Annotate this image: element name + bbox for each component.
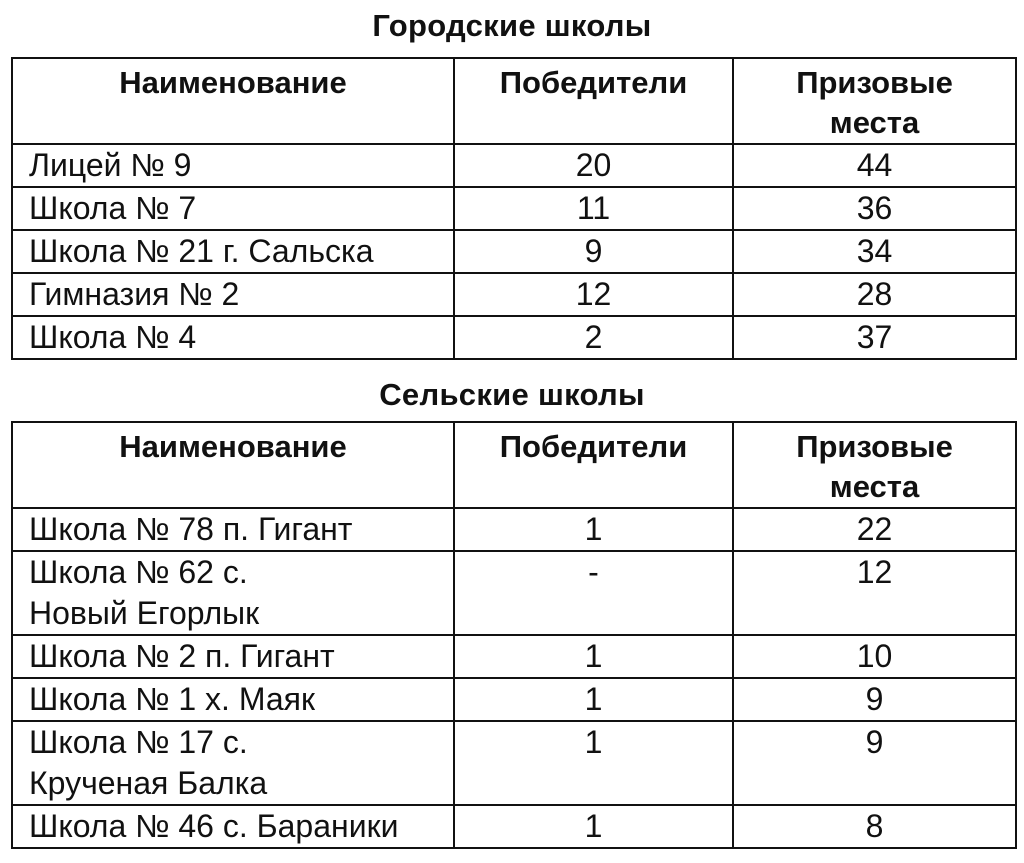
- header-name: Наименование: [12, 58, 454, 144]
- school-name: Школа № 2 п. Гигант: [12, 635, 454, 678]
- table-row: [12, 805, 1016, 848]
- prizes-count: 8: [733, 805, 1016, 848]
- winners-count: 20: [454, 144, 733, 187]
- winners-count: 2: [454, 316, 733, 359]
- prizes-count: 36: [733, 187, 1016, 230]
- winners-count: 1: [454, 805, 733, 848]
- city-schools-table: [11, 57, 1017, 360]
- prizes-count: 10: [733, 635, 1016, 678]
- table-row: [12, 678, 1016, 721]
- rural-schools-title: Сельские школы: [379, 377, 645, 412]
- winners-count: 1: [454, 678, 733, 721]
- prizes-count: 12: [733, 551, 1016, 635]
- winners-count: 12: [454, 273, 733, 316]
- table-row: [12, 316, 1016, 359]
- table-row: [12, 187, 1016, 230]
- winners-count: -: [454, 551, 733, 635]
- header-winners: Победители: [454, 422, 733, 508]
- table-row: [12, 551, 1016, 635]
- prizes-count: 34: [733, 230, 1016, 273]
- table-header-row: [12, 58, 1016, 144]
- school-name: Школа № 7: [12, 187, 454, 230]
- table-row: [12, 635, 1016, 678]
- table-row: [12, 230, 1016, 273]
- prizes-count: 22: [733, 508, 1016, 551]
- school-name: Школа № 1 х. Маяк: [12, 678, 454, 721]
- school-name: Школа № 4: [12, 316, 454, 359]
- rural-schools-table: [11, 421, 1017, 849]
- prizes-count: 28: [733, 273, 1016, 316]
- table-row: [12, 144, 1016, 187]
- winners-count: 11: [454, 187, 733, 230]
- header-name: Наименование: [12, 422, 454, 508]
- school-name: Школа № 62 с. Новый Егорлык: [12, 551, 454, 635]
- school-name: Школа № 46 с. Бараники: [12, 805, 454, 848]
- winners-count: 1: [454, 635, 733, 678]
- header-winners: Победители: [454, 58, 733, 144]
- school-name: Школа № 78 п. Гигант: [12, 508, 454, 551]
- prizes-count: 9: [733, 678, 1016, 721]
- table-header-row: [12, 422, 1016, 508]
- school-name: Школа № 17 с. Крученая Балка: [12, 721, 454, 805]
- prizes-count: 9: [733, 721, 1016, 805]
- winners-count: 1: [454, 721, 733, 805]
- school-name: Лицей № 9: [12, 144, 454, 187]
- prizes-count: 37: [733, 316, 1016, 359]
- winners-count: 9: [454, 230, 733, 273]
- school-name: Школа № 21 г. Сальска: [12, 230, 454, 273]
- table-row: [12, 273, 1016, 316]
- prizes-count: 44: [733, 144, 1016, 187]
- table-row: [12, 508, 1016, 551]
- table-row: [12, 721, 1016, 805]
- header-prizes: Призовые места: [733, 422, 1016, 508]
- header-prizes: Призовые места: [733, 58, 1016, 144]
- city-schools-title: Городские школы: [372, 8, 652, 43]
- winners-count: 1: [454, 508, 733, 551]
- school-name: Гимназия № 2: [12, 273, 454, 316]
